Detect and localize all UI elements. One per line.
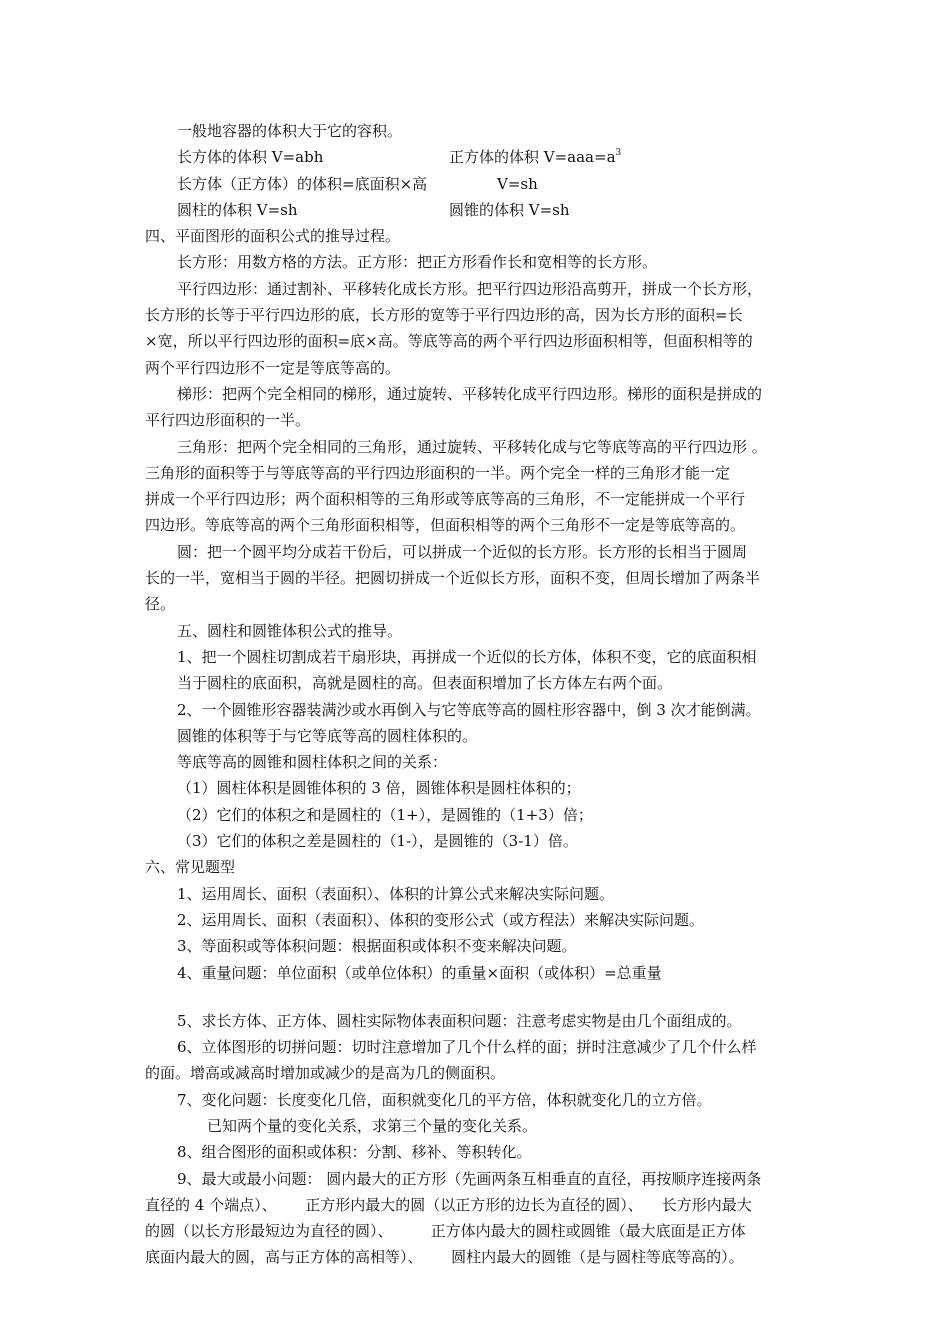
formula-row [145,144,810,170]
question-type-item: 3、等面积或等体积问题：根据面积或体积不变来解决问题。 [177,937,577,956]
question-type-item: 8、组合图形的面积或体积：分割、移补、等积转化。 [177,1143,532,1162]
text-line: 长方形的长等于平行四边形的底，长方形的宽等于平行四边形的高，因为长方形的面积=长 [145,306,743,325]
text-line: 已知两个量的变化关系，求第三个量的变化关系。 [207,1116,538,1135]
text-line: 两个平行四边形不一定是等底等高的。 [145,358,401,377]
text-line: 当于圆柱的底面积，高就是圆柱的高。但表面积增加了长方体左右两个面。 [177,674,673,693]
formula-row [145,197,810,223]
text-line: 一般地容器的体积大于它的容积。 [177,122,403,140]
text-line: 的圆（以长方形最短边为直径的圆）、 正方体内最大的圆柱或圆锥（最大底面是正方体 [145,1222,746,1241]
text-line: 直径的 4 个端点）、 正方形内最大的圆（以正方形的边长为直径的圆）、 长方形内最大 [145,1195,752,1214]
section-heading-6: 六、常见题型 [145,858,236,877]
question-type-item: 6、立体图形的切拼问题：切时注意增加了几个什么样的面；拼时注意减少了几个什么样 [177,1038,757,1057]
relation-item: （1）圆柱体积是圆锥体积的 3 倍，圆锥体积是圆柱体积的； [177,779,581,798]
cube-exponent: 3 [615,148,622,159]
section-heading-4: 四、平面图形的面积公式的推导过程。 [145,227,401,246]
question-type-item: 5、求长方体、正方体、圆柱实际物体表面积问题：注意考虑实物是由几个面组成的。 [177,1011,742,1030]
text-line: 长方形：用数方格的方法。正方形：把正方形看作长和宽相等的长方形。 [177,253,658,272]
text-line: 三角形的面积等于与等底等高的平行四边形面积的一半。两个完全一样的三角形才能一定 [145,463,731,482]
question-type-item: 4、重量问题：单位面积（或单位体积）的重量×面积（或体积）=总重量 [177,963,662,982]
text-line: ×宽，所以平行四边形的面积=底×高。等底等高的两个平行四边形面积相等，但面积相等的 [145,332,753,351]
text-line: 四边形。等底等高的两个三角形面积相等，但面积相等的两个三角形不一定是等底等高的。 [145,516,746,535]
section-heading-5: 五、圆柱和圆锥体积公式的推导。 [177,621,403,640]
text-line: 三角形：把两个完全相同的三角形，通过旋转、平移转化成与它等底等高的平行四边形 。 [177,437,767,456]
general-volume-formula: V=sh [497,174,538,193]
text-line: 等底等高的圆锥和圆柱体积之间的关系： [177,753,448,772]
cuboid-general-formula: 长方体（正方体）的体积=底面积×高 [177,174,428,193]
text-line: 的面。增高或减高时增加或减少的是高为几的侧面积。 [145,1064,506,1083]
document-page [145,118,810,1271]
relation-item: （2）它们的体积之和是圆柱的（1+），是圆锥的（1+3）倍； [177,805,593,824]
cube-volume-formula: 正方体的体积 $V=aaa=a^3$ [449,148,622,167]
cuboid-volume-formula: 长方体的体积 V=abh [177,148,324,167]
cone-volume-formula: 圆锥的体积 V=sh [449,200,570,219]
text-line: 平行四边形面积的一半。 [145,411,311,430]
text-line: 圆锥的体积等于与它等底等高的圆柱体积的。 [177,726,478,745]
question-type-item: 2、运用周长、面积（表面积）、体积的变形公式（或方程法）来解决实际问题。 [177,910,705,929]
question-type-item: 7、变化问题：长度变化几倍，面积就变化几的平方倍，体积就变化几的立方倍。 [177,1090,712,1109]
text-line: 圆：把一个圆平均分成若干份后，可以拼成一个近似的长方形。长方形的长相当于圆周 [177,542,748,561]
question-type-item: 9、最大或最小问题： 圆内最大的正方形（先画两条互相垂直的直径，再按顺序连接两条 [177,1169,762,1188]
question-type-item: 1、运用周长、面积（表面积）、体积的计算公式来解决实际问题。 [177,884,615,903]
text-line: 径。 [145,595,176,614]
text-line: 拼成一个平行四边形；两个面积相等的三角形或等底等高的三角形，不一定能拼成一个平行 [145,490,746,509]
text-line: 底面内最大的圆，高与正方体的高相等）、 圆柱内最大的圆锥（是与圆柱等底等高的）。 [145,1248,744,1267]
text-line: 平行四边形：通过割补、平移转化成长方形。把平行四边形沿高剪开，拼成一个长方形， [177,279,763,298]
text-line: 1、把一个圆柱切割成若干扇形块，再拼成一个近似的长方体，体积不变，它的底面积相 [177,647,757,666]
blank-gap [145,986,810,1008]
cylinder-volume-formula: 圆柱的体积 V=sh [177,200,298,219]
text-line: 梯形：把两个完全相同的梯形，通过旋转、平移转化成平行四边形。梯形的面积是拼成的 [177,384,763,403]
formula-row [145,171,810,197]
text-line: 长的一半，宽相当于圆的半径。把圆切拼成一个近似长方形，面积不变，但周长增加了两条半 [145,569,761,588]
relation-item: （3）它们的体积之差是圆柱的（1-），是圆锥的（3-1）倍。 [177,832,578,851]
text-line: 2、一个圆锥形容器装满沙或水再倒入与它等底等高的圆柱形容器中，倒 3 次才能倒满。 [177,700,761,719]
